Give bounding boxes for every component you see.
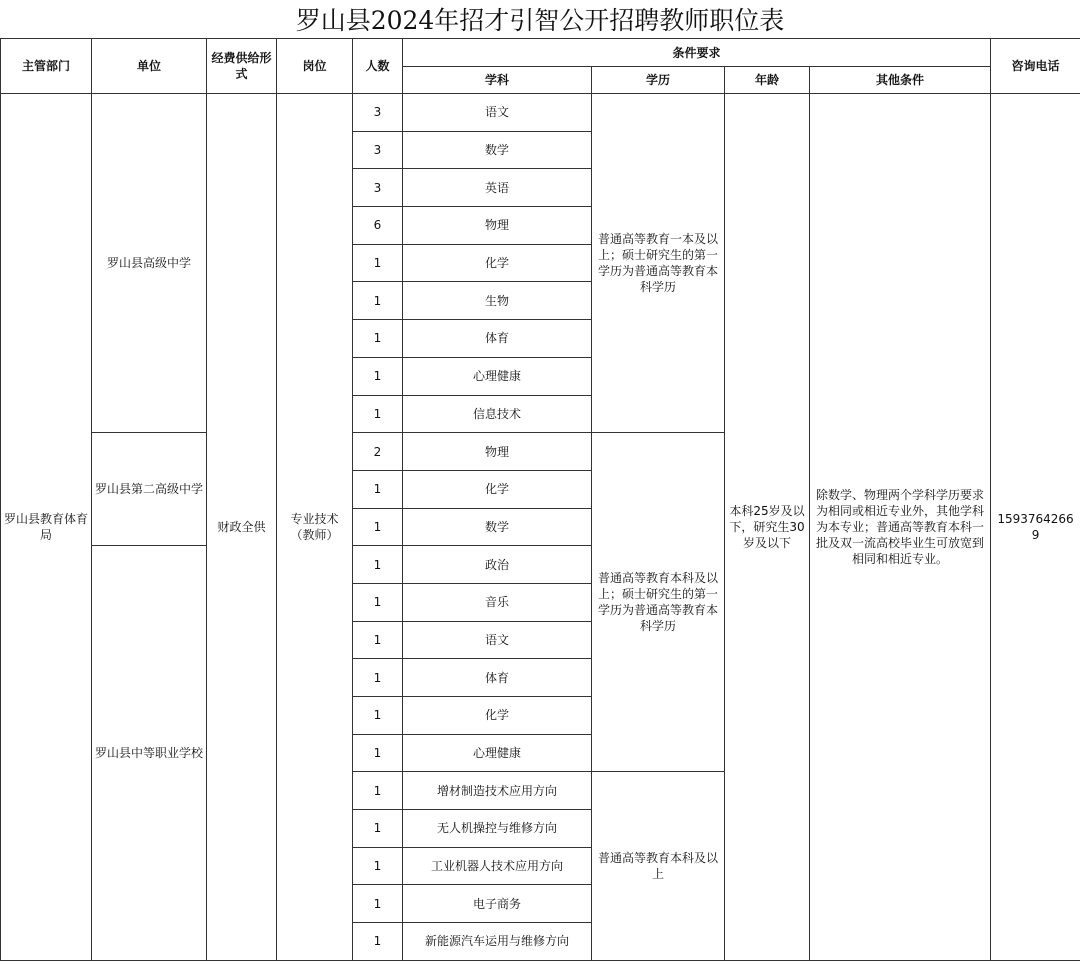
count-cell: 1: [353, 508, 403, 546]
subject-cell: 无人机操控与维修方向: [403, 810, 592, 848]
count-cell: 1: [353, 810, 403, 848]
count-cell: 1: [353, 923, 403, 961]
job-table: [0, 38, 1080, 961]
count-cell: 1: [353, 734, 403, 772]
count-cell: 1: [353, 659, 403, 697]
subject-cell: 物理: [403, 207, 592, 245]
count-cell: 1: [353, 583, 403, 621]
subject-cell: 化学: [403, 697, 592, 735]
unit-cell: 罗山县高级中学: [92, 94, 207, 433]
subject-cell: 语文: [403, 621, 592, 659]
count-cell: 1: [353, 357, 403, 395]
count-cell: 1: [353, 282, 403, 320]
subject-cell: 增材制造技术应用方向: [403, 772, 592, 810]
subject-cell: 物理: [403, 433, 592, 471]
count-cell: 1: [353, 772, 403, 810]
table-row: [1, 94, 1080, 132]
subject-cell: 体育: [403, 320, 592, 358]
subject-cell: 语文: [403, 94, 592, 132]
funding-cell: 财政全供: [207, 94, 277, 961]
phone-cell: 15937642669: [991, 94, 1080, 961]
count-cell: 3: [353, 169, 403, 207]
count-cell: 1: [353, 320, 403, 358]
subject-cell: 信息技术: [403, 395, 592, 433]
education-cell: 普通高等教育一本及以上；硕士研究生的第一学历为普通高等教育本科学历: [592, 94, 725, 433]
position-cell: 专业技术（教师）: [277, 94, 353, 961]
count-cell: 6: [353, 207, 403, 245]
count-cell: 2: [353, 433, 403, 471]
count-cell: 1: [353, 244, 403, 282]
header-position: 岗位: [277, 39, 353, 94]
count-cell: 1: [353, 697, 403, 735]
subject-cell: 政治: [403, 546, 592, 584]
count-cell: 1: [353, 395, 403, 433]
subject-cell: 体育: [403, 659, 592, 697]
subject-cell: 英语: [403, 169, 592, 207]
subject-cell: 心理健康: [403, 734, 592, 772]
education-cell: 普通高等教育本科及以上: [592, 772, 725, 960]
count-cell: 3: [353, 131, 403, 169]
count-cell: 1: [353, 621, 403, 659]
header-department: 主管部门: [1, 39, 92, 94]
count-cell: 1: [353, 885, 403, 923]
department-cell: 罗山县教育体育局: [1, 94, 92, 961]
header-count: 人数: [353, 39, 403, 94]
subject-cell: 数学: [403, 508, 592, 546]
other-conditions-cell: 除数学、物理两个学科学历要求为相同或相近专业外，其他学科为本专业；普通高等教育本科一批及双一流高校毕业生可放宽到相同和相近专业。: [810, 94, 991, 961]
header-unit: 单位: [92, 39, 207, 94]
unit-cell: 罗山县第二高级中学: [92, 433, 207, 546]
subject-cell: 化学: [403, 470, 592, 508]
header-age: 年龄: [725, 67, 810, 94]
unit-cell: 罗山县中等职业学校: [92, 546, 207, 961]
header-conditions: 条件要求: [403, 39, 991, 67]
header-row-1: [1, 39, 1080, 67]
header-other: 其他条件: [810, 67, 991, 94]
header-funding: 经费供给形式: [207, 39, 277, 94]
education-cell: 普通高等教育本科及以上；硕士研究生的第一学历为普通高等教育本科学历: [592, 433, 725, 772]
count-cell: 1: [353, 546, 403, 584]
header-education: 学历: [592, 67, 725, 94]
subject-cell: 心理健康: [403, 357, 592, 395]
count-cell: 1: [353, 470, 403, 508]
page-title: 罗山县2024年招才引智公开招聘教师职位表: [0, 0, 1080, 38]
subject-cell: 工业机器人技术应用方向: [403, 847, 592, 885]
subject-cell: 音乐: [403, 583, 592, 621]
header-phone: 咨询电话: [991, 39, 1080, 94]
subject-cell: 数学: [403, 131, 592, 169]
age-cell: 本科25岁及以下，研究生30岁及以下: [725, 94, 810, 961]
subject-cell: 电子商务: [403, 885, 592, 923]
subject-cell: 生物: [403, 282, 592, 320]
subject-cell: 新能源汽车运用与维修方向: [403, 923, 592, 961]
count-cell: 1: [353, 847, 403, 885]
count-cell: 3: [353, 94, 403, 132]
subject-cell: 化学: [403, 244, 592, 282]
header-subject: 学科: [403, 67, 592, 94]
